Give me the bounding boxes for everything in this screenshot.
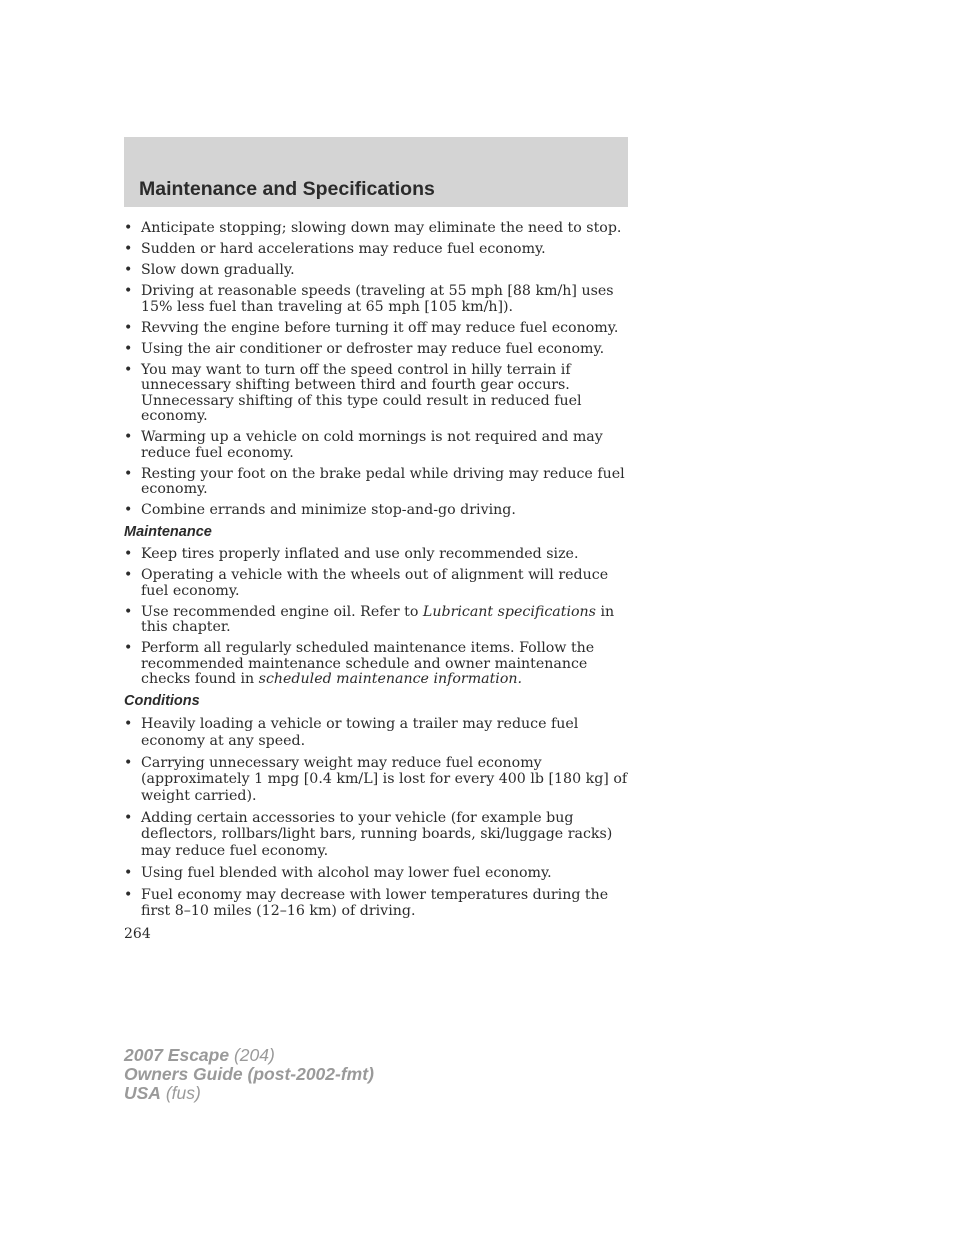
footer-line-region (124, 1084, 374, 1103)
list-item: • Revving the engine before turning it off may reduce fuel economy. (124, 321, 630, 337)
fuel-tips-list (124, 221, 630, 519)
list-item: • Heavily loading a vehicle or towing a trailer may reduce fuel economy at any speed. (124, 716, 630, 749)
footer-region: USA (124, 1083, 161, 1103)
maintenance-list (124, 547, 630, 688)
footer-model-code: (204) (233, 1045, 275, 1065)
item-text: Perform all regularly scheduled maintenance items. Follow the recommended maintenance schedule and owner maintenance checks found in (141, 640, 595, 687)
footer-guide: Owners Guide (post-2002-fmt) (124, 1064, 374, 1084)
item-text: in this chapter. (141, 603, 615, 635)
list-item (124, 641, 630, 688)
list-item: • Warming up a vehicle on cold mornings is not required and may reduce fuel economy. (124, 430, 630, 461)
list-item: • Using the air conditioner or defroster may reduce fuel economy. (124, 342, 630, 358)
list-item: • Fuel economy may decrease with lower temperatures during the first 8–10 miles (12–16 km) of driving. (124, 887, 630, 920)
item-text: Use recommended engine oil. Refer to (141, 603, 423, 620)
list-item: • Sudden or hard accelerations may reduce fuel economy. (124, 242, 630, 258)
conditions-list (124, 716, 630, 920)
lubricant-specifications-reference: Lubricant specifications (422, 603, 596, 620)
page-content (124, 221, 630, 925)
maintenance-heading: Maintenance (124, 524, 212, 540)
list-item: • Slow down gradually. (124, 263, 630, 279)
list-item: • Carrying unnecessary weight may reduce fuel economy (approximately 1 mpg [0.4 km/L] is lost for every 400 lb [180 kg] of weight carried). (124, 755, 630, 805)
list-item: • You may want to turn off the speed control in hilly terrain if unnecessary shifting between third and fourth gear occurs. Unnecessary shifting of this type could result in reduced fuel economy. (124, 363, 630, 425)
list-item (124, 605, 630, 636)
list-item: • Using fuel blended with alcohol may lower fuel economy. (124, 865, 630, 882)
list-item: • Adding certain accessories to your vehicle (for example bug deflectors, rollbars/light bars, running boards, ski/luggage racks) may reduce fuel economy. (124, 810, 630, 860)
footer-region-code: (fus) (165, 1083, 201, 1103)
document-footer (124, 1046, 374, 1103)
footer-model: 2007 Escape (124, 1045, 230, 1065)
list-item: • Driving at reasonable speeds (traveling at 55 mph [88 km/h] uses 15% less fuel than traveling at 65 mph [105 km/h]). (124, 284, 630, 315)
conditions-heading: Conditions (124, 693, 200, 709)
list-item: • Keep tires properly inflated and use only recommended size. (124, 547, 630, 563)
list-item: • Anticipate stopping; slowing down may eliminate the need to stop. (124, 221, 630, 237)
footer-line-model (124, 1046, 374, 1065)
list-item: • Operating a vehicle with the wheels out of alignment will reduce fuel economy. (124, 568, 630, 599)
list-item: • Combine errands and minimize stop-and-go driving. (124, 503, 630, 519)
list-item: • Resting your foot on the brake pedal while driving may reduce fuel economy. (124, 467, 630, 498)
section-title: Maintenance and Specifications (139, 178, 435, 200)
page-number: 264 (124, 926, 151, 942)
footer-line-guide (124, 1065, 374, 1084)
scheduled-maintenance-reference: scheduled maintenance information. (258, 671, 523, 687)
